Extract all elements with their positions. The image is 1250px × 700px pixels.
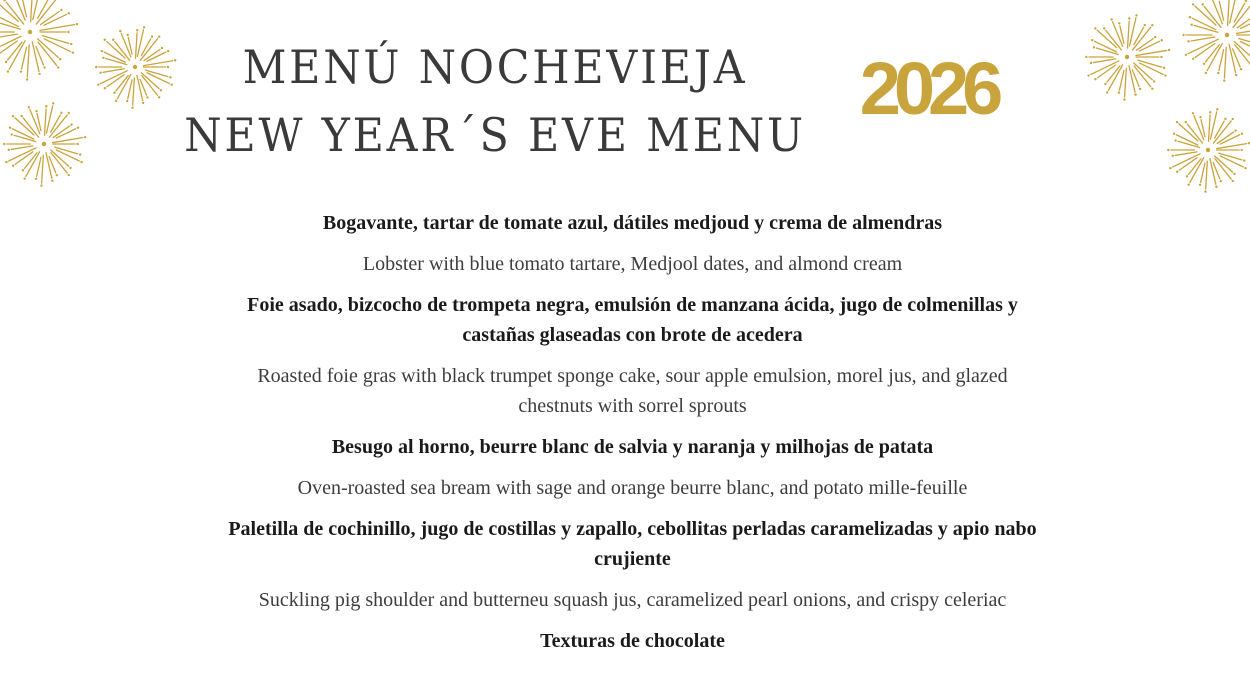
dish-name-es: Texturas de chocolate [540, 630, 725, 652]
menu-list [220, 208, 1045, 667]
dish-name-es: Paletilla de cochinillo, jugo de costillas y zapallo, cebollitas perladas caramelizadas y apio nabo crujiente [228, 518, 1037, 570]
fireworks-icon [1178, 0, 1250, 84]
fireworks-icon [1164, 106, 1250, 194]
dish-name-es: Foie asado, bizcocho de trompeta negra, emulsión de manzana ácida, jugo de colmenillas y castañas glaseadas con brote de acedera [247, 294, 1018, 346]
dish-name-es: Besugo al horno, beurre blanc de salvia y naranja y milhojas de patata [331, 436, 934, 458]
dish-name-en: Lobster with blue tomato tartare, Medjool dates, and almond cream [362, 253, 903, 275]
page-title: MENÚ NOCHEVIEJA [242, 40, 748, 94]
dish-name-en: Roasted foie gras with black trumpet sponge cake, sour apple emulsion, morel jus, and glazed chestnuts with sorrel sprouts [257, 365, 1008, 417]
dish-name-en: Oven-roasted sea bream with sage and orange beurre blanc, and potato mille-feuille [297, 477, 968, 499]
dish-name-es: Bogavante, tartar de tomate azul, dátiles medjoud y crema de almendras [322, 212, 943, 234]
fireworks-icon [1082, 12, 1172, 102]
page-subtitle: NEW YEAR´S EVE MENU [184, 108, 806, 162]
dish-name-en: Suckling pig shoulder and butterneu squash jus, caramelized pearl onions, and crispy celeriac [258, 589, 1007, 611]
year-badge: 2026 [859, 47, 997, 130]
